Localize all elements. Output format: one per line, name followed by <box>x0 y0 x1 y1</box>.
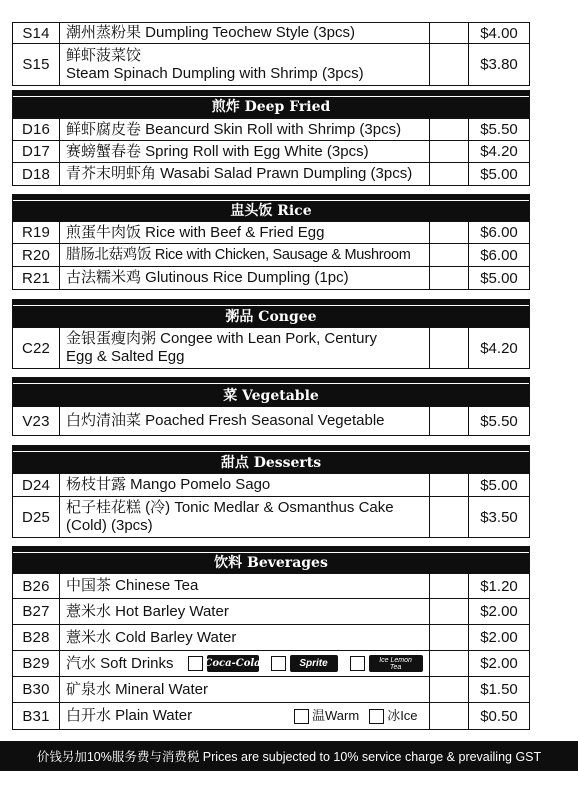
warm-checkbox[interactable] <box>294 709 309 724</box>
item-description-line: 鲜虾菠菜饺 <box>66 46 142 64</box>
section-title: 饮料 Beverages <box>214 554 328 571</box>
section-title: 甜点 Desserts <box>220 454 322 471</box>
item-price: $3.50 <box>468 497 529 537</box>
item-price: $4.20 <box>468 328 529 368</box>
menu-item-v23 <box>12 406 530 436</box>
item-description <box>60 497 429 537</box>
item-price: $3.80 <box>468 44 529 85</box>
section-title: 菜 Vegetable <box>223 387 319 404</box>
menu-item-s15 <box>12 43 530 86</box>
menu-item-r21 <box>12 266 530 290</box>
item-description-line: Egg & Salted Egg <box>66 348 185 365</box>
ice-lemon-tea-checkbox[interactable] <box>350 656 365 671</box>
item-price: $5.00 <box>468 163 529 185</box>
sprite-logo: Sprite <box>290 655 338 672</box>
section-header-deep-fried <box>12 90 530 118</box>
item-description: 青芥末明虾角 Wasabi Salad Prawn Dumpling (3pcs) <box>66 165 413 182</box>
menu-item-b29 <box>12 650 530 677</box>
item-price: $5.00 <box>468 474 529 496</box>
menu-item-d25 <box>12 496 530 538</box>
ice-checkbox[interactable] <box>369 709 384 724</box>
item-description: 赛螃蟹春卷 Spring Roll with Egg White (3pcs) <box>66 142 369 160</box>
item-description <box>60 328 429 368</box>
soft-drink-options <box>188 655 423 672</box>
warm-label: 温Warm <box>312 708 360 723</box>
item-description <box>60 44 429 85</box>
item-description: 鲜虾腐皮卷 Beancurd Skin Roll with Shrimp (3pcs) <box>66 120 402 138</box>
section-header-vegetable <box>12 377 530 407</box>
sprite-checkbox[interactable] <box>271 656 286 671</box>
item-price: $1.20 <box>468 574 529 598</box>
section-title: 盅头饭 Rice <box>230 202 312 219</box>
item-price: $2.00 <box>468 599 529 624</box>
menu-item-r19 <box>12 221 530 244</box>
item-code: S14 <box>13 23 60 43</box>
item-code: R20 <box>13 244 60 266</box>
item-description: 薏米水 Hot Barley Water <box>66 602 229 620</box>
item-code: S15 <box>13 44 60 85</box>
item-description: 白灼清油菜 Poached Fresh Seasonal Vegetable <box>66 412 385 429</box>
item-price: $6.00 <box>468 244 529 266</box>
section-header-beverages <box>12 546 530 574</box>
item-price: $2.00 <box>468 651 529 676</box>
footer-note: 价钱另加10%服务费与消费税 Prices are subjected to 10% service charge & prevailing GST <box>0 741 578 771</box>
item-price: $2.00 <box>468 625 529 650</box>
item-code: D25 <box>13 497 60 537</box>
menu-item-b31 <box>12 702 530 730</box>
item-code: D18 <box>13 163 60 185</box>
item-code: B30 <box>13 677 60 702</box>
item-code: V23 <box>13 407 60 435</box>
item-price: $1.50 <box>468 677 529 702</box>
item-description: 腊肠北菇鸡饭 Rice with Chicken, Sausage & Mushroom <box>66 247 411 263</box>
section-title: 粥品 Congee <box>225 308 317 325</box>
item-code: D17 <box>13 141 60 162</box>
item-code: C22 <box>13 328 60 368</box>
item-description-line: 金银蛋瘦肉粥 Congee with Lean Pork, Century <box>66 330 377 347</box>
section-header-desserts <box>12 445 530 474</box>
menu-item-b30 <box>12 676 530 703</box>
section-title: 煎炸 Deep Fried <box>211 98 331 115</box>
item-description <box>60 651 429 676</box>
item-description: 潮州蒸粉果 Dumpling Teochew Style (3pcs) <box>66 24 355 41</box>
item-price: $4.20 <box>468 141 529 162</box>
item-code: R21 <box>13 267 60 289</box>
item-price: $0.50 <box>468 703 529 729</box>
item-code: B28 <box>13 625 60 650</box>
menu-item-b27 <box>12 598 530 625</box>
item-description: 薏米水 Cold Barley Water <box>66 628 237 646</box>
item-description: 煎蛋牛肉饭 Rice with Beef & Fried Egg <box>66 223 325 241</box>
ice-label: 冰Ice <box>387 708 418 723</box>
menu-item-d24 <box>12 473 530 497</box>
item-description: 杨枝甘露 Mango Pomelo Sago <box>66 476 271 493</box>
menu-item-b26 <box>12 573 530 599</box>
item-code: B27 <box>13 599 60 624</box>
menu-item-r20 <box>12 243 530 267</box>
item-description-line: 杞子桂花糕 (冷) Tonic Medlar & Osmanthus Cake <box>66 499 394 516</box>
menu-item-d18 <box>12 162 530 186</box>
item-price: $6.00 <box>468 222 529 243</box>
ice-lemon-tea-logo: Ice Lemon Tea <box>369 655 423 672</box>
section-header-rice <box>12 194 530 222</box>
item-description-line: (Cold) (3pcs) <box>66 517 153 534</box>
menu-item-b28 <box>12 624 530 651</box>
item-price: $5.50 <box>468 407 529 435</box>
item-description <box>60 703 429 729</box>
item-code: B29 <box>13 651 60 676</box>
menu-item-c22 <box>12 327 530 369</box>
menu-item-d16 <box>12 118 530 141</box>
item-price: $4.00 <box>468 23 529 43</box>
item-description-text: 汽水 Soft Drinks <box>66 654 174 672</box>
item-price: $5.00 <box>468 267 529 289</box>
item-description: 古法糯米鸡 Glutinous Rice Dumpling (1pc) <box>66 269 349 286</box>
item-price: $5.50 <box>468 119 529 140</box>
item-description-line: Steam Spinach Dumpling with Shrimp (3pcs) <box>66 64 364 82</box>
section-header-congee <box>12 299 530 328</box>
item-code: D16 <box>13 119 60 140</box>
coca-cola-logo: Coca-Cola <box>207 655 259 672</box>
item-description-text: 白开水 Plain Water <box>66 707 193 724</box>
coke-checkbox[interactable] <box>188 656 203 671</box>
menu-item-d17 <box>12 140 530 163</box>
item-code: B26 <box>13 574 60 598</box>
item-code: B31 <box>13 703 60 729</box>
item-description: 矿泉水 Mineral Water <box>66 680 208 698</box>
item-code: D24 <box>13 474 60 496</box>
menu-item-s14 <box>12 22 530 44</box>
item-description: 中国茶 Chinese Tea <box>66 577 199 594</box>
item-code: R19 <box>13 222 60 243</box>
